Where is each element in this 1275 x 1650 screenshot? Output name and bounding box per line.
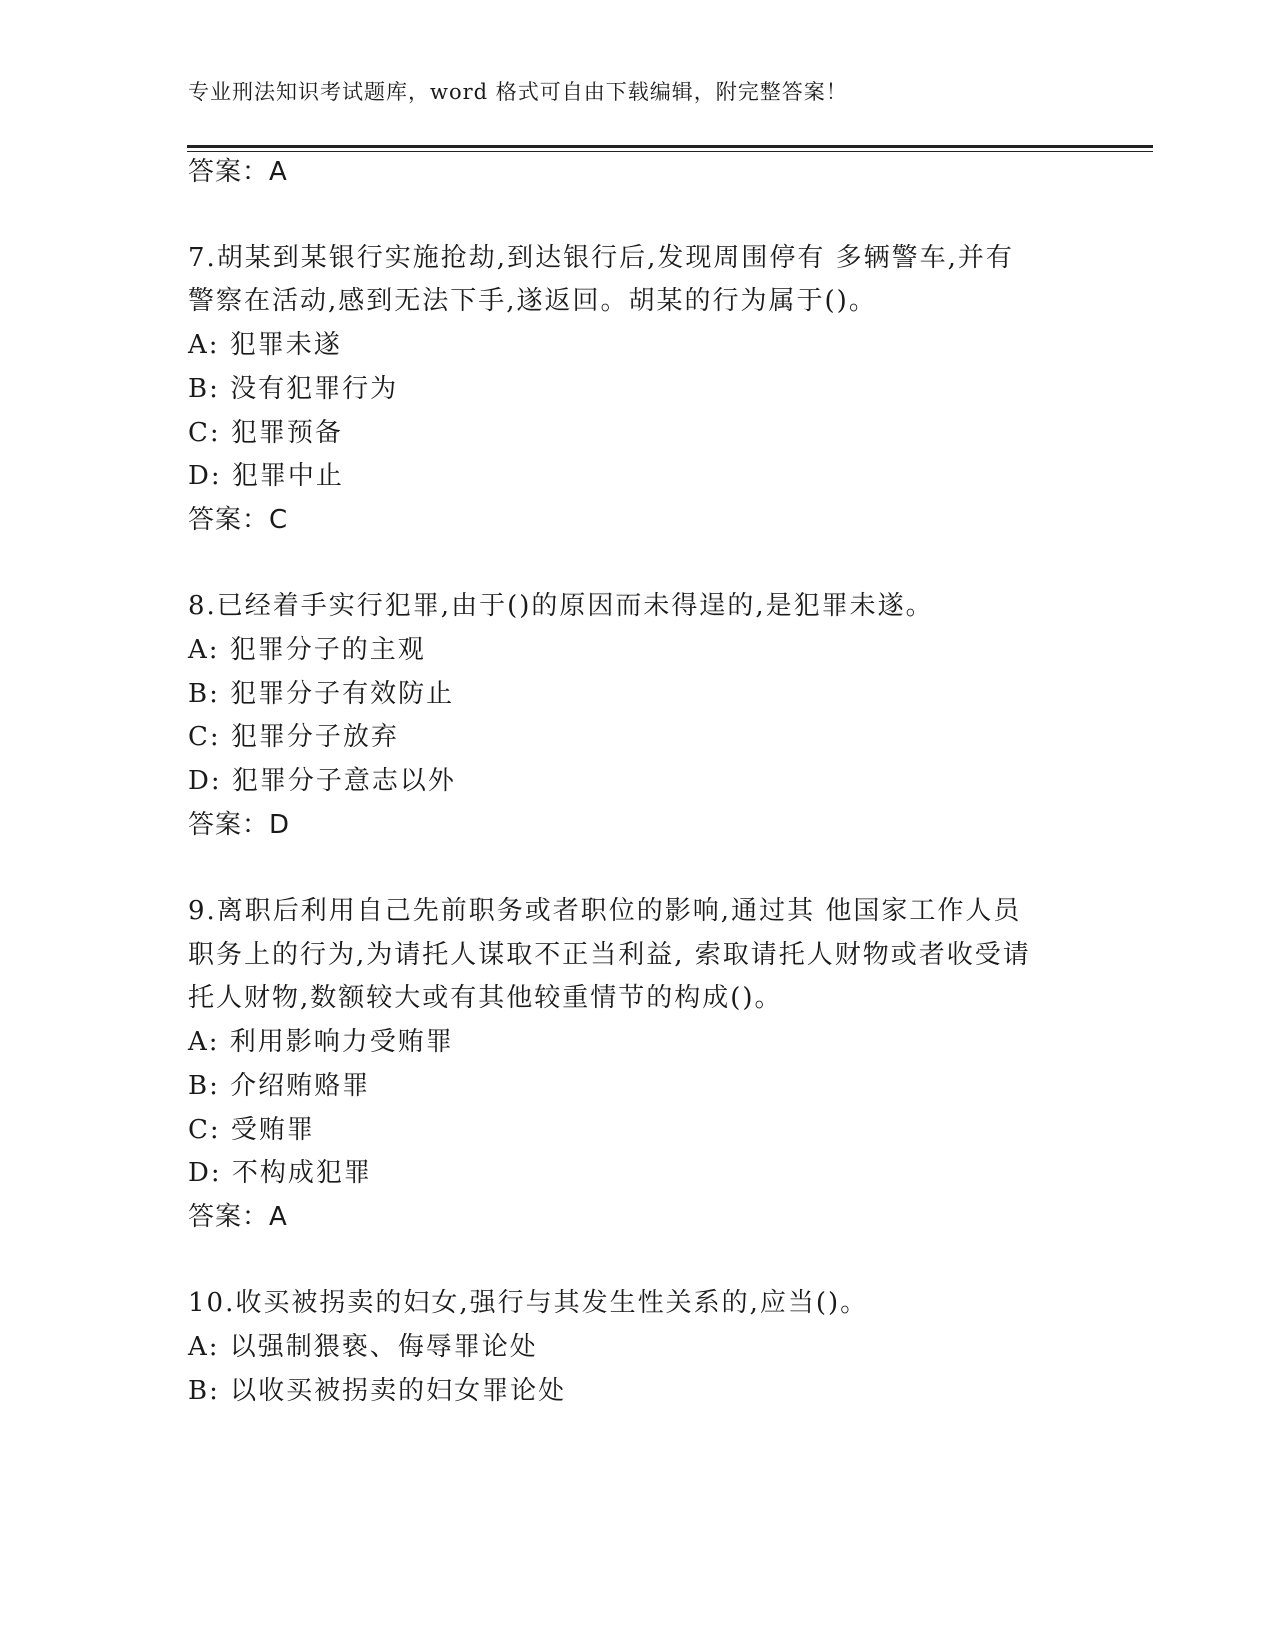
option-b: B: 没有犯罪行为 [188,374,399,404]
question-text: 7.胡某到某银行实施抢劫,到达银行后,发现周围停有 多辆警车,并有 [188,243,1014,273]
answer-line: 答案：C [188,505,289,535]
option-c: C: 犯罪预备 [188,418,343,448]
question-text: 9.离职后利用自己先前职务或者职位的影响,通过其 他国家工作人员 [188,896,1022,926]
header-rule-thick [187,145,1153,148]
question-text: 职务上的行为,为请托人谋取不正当利益, 索取请托人财物或者收受请 [188,940,1031,970]
option-d: D: 犯罪中止 [188,461,344,491]
option-c: C: 犯罪分子放弃 [188,722,399,752]
option-b: B: 犯罪分子有效防止 [188,679,455,709]
option-a: A: 利用影响力受贿罪 [188,1027,454,1057]
option-b: B: 介绍贿赂罪 [188,1071,371,1101]
header-note: 专业刑法知识考试题库，word 格式可自由下载编辑，附完整答案！ [188,80,848,104]
question-text: 托人财物,数额较大或有其他较重情节的构成()。 [188,983,783,1013]
answer-line: 答案：A [188,157,288,187]
question-text: 10.收买被拐卖的妇女,强行与其发生性关系的,应当()。 [188,1288,869,1318]
option-d: D: 不构成犯罪 [188,1158,372,1188]
option-a: A: 以强制猥亵、侮辱罪论处 [188,1332,538,1362]
option-d: D: 犯罪分子意志以外 [188,766,456,796]
option-a: A: 犯罪分子的主观 [188,635,426,665]
option-a: A: 犯罪未遂 [188,330,342,360]
question-text: 8.已经着手实行犯罪,由于()的原因而未得逞的,是犯罪未遂。 [188,591,934,621]
answer-line: 答案：A [188,1202,288,1232]
question-text: 警察在活动,感到无法下手,遂返回。胡某的行为属于()。 [188,286,877,316]
option-c: C: 受贿罪 [188,1115,315,1145]
answer-line: 答案：D [188,810,291,840]
header-rule-thin [187,151,1153,152]
option-b: B: 以收买被拐卖的妇女罪论处 [188,1376,567,1406]
